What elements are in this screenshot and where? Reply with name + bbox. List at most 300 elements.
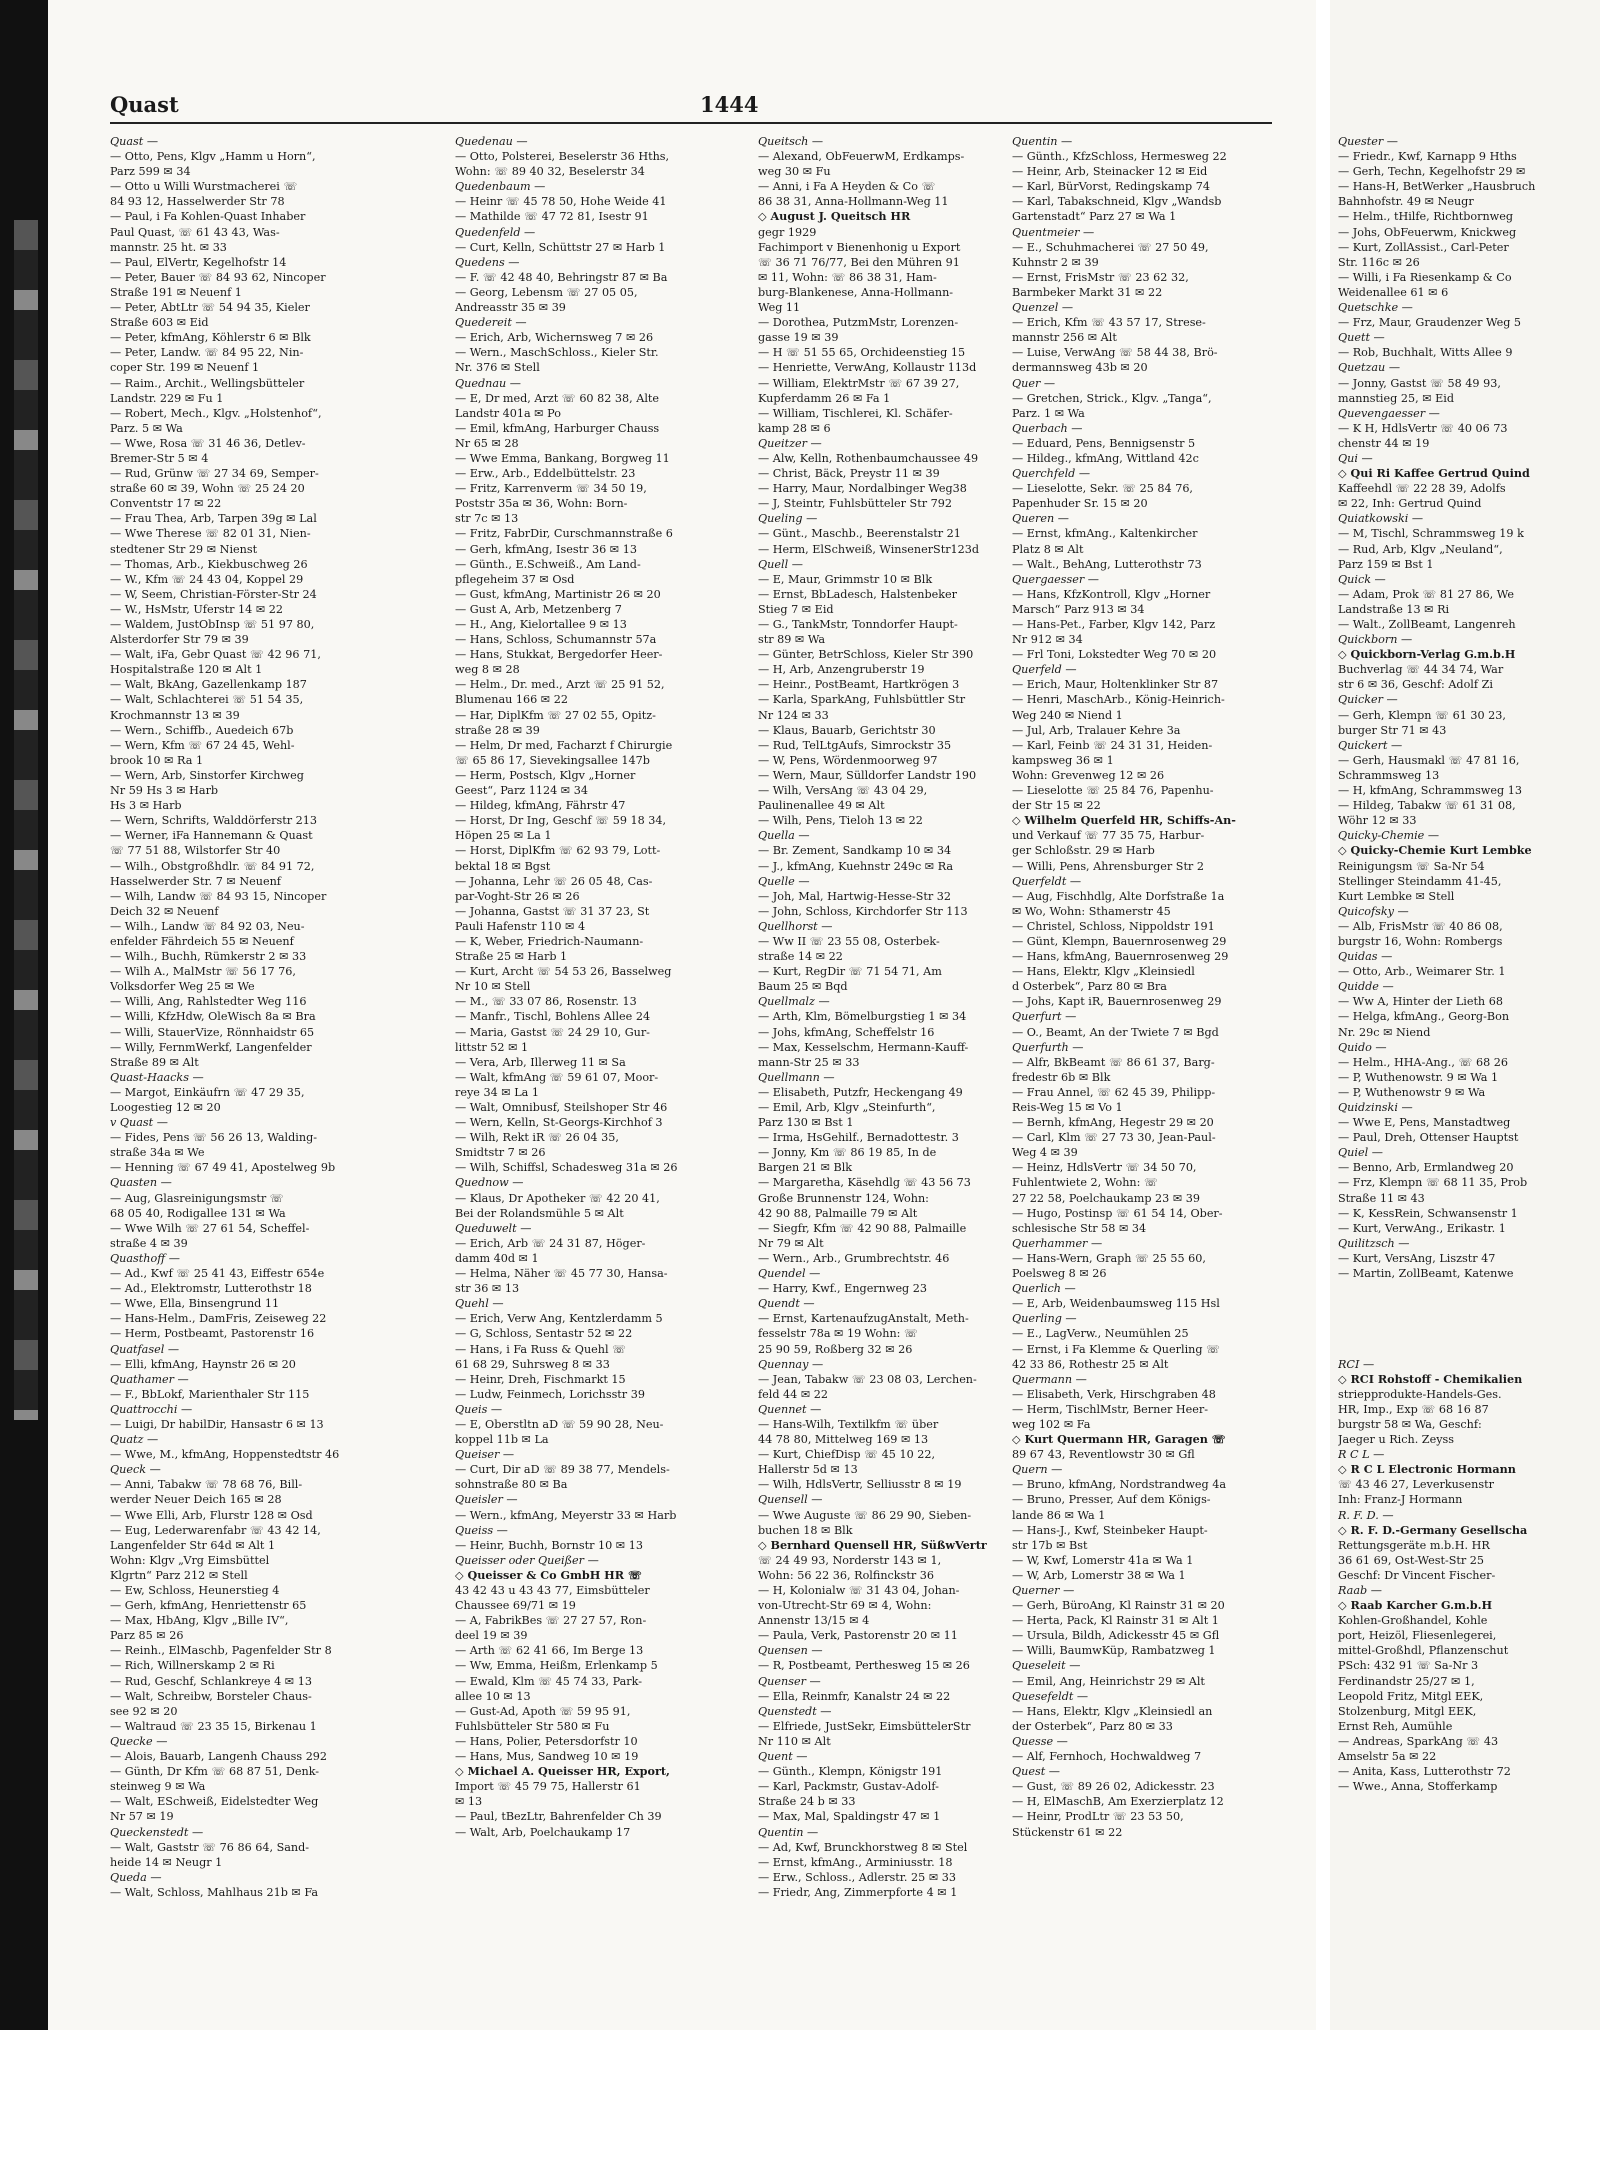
directory-entry-line: — Peter, AbtLtr ☏ 54 94 35, Kieler (110, 301, 310, 315)
directory-entry-line: Quido — (1338, 1040, 1387, 1054)
directory-entry-line: — Arth ☏ 62 41 66, Im Berge 13 (455, 1644, 644, 1658)
directory-entry-line: 44 78 80, Mittelweg 169 ✉ 13 (758, 1433, 929, 1447)
directory-entry-line: Quellmalz — (758, 995, 830, 1009)
page-number: 1444 (700, 92, 759, 117)
directory-entry-line: — Hans-Pet., Farber, Klgv 142, Parz (1012, 618, 1216, 631)
directory-entry-line: und Verkauf ☏ 77 35 75, Harbur- (1012, 829, 1205, 843)
directory-entry-line: Alsterdorfer Str 79 ✉ 39 (110, 633, 249, 647)
directory-entry-line: — Margot, Einkäufrn ☏ 47 29 35, (110, 1085, 305, 1099)
directory-entry-line: chenstr 44 ✉ 19 (1338, 436, 1430, 450)
directory-entry-line: — Henri, MaschArb., König-Heinrich- (1012, 693, 1225, 707)
directory-entry-line: — Peter, kfmAng, Köhlerstr 6 ✉ Blk (110, 331, 311, 345)
directory-entry-line: — Siegfr, Kfm ☏ 42 90 88, Palmaille (758, 1221, 967, 1235)
directory-entry-line: — Eug, Lederwarenfabr ☏ 43 42 14, (110, 1523, 321, 1537)
directory-entry-line: — Fritz, Karrenverm ☏ 34 50 19, (455, 482, 647, 496)
directory-entry-line: — Frau Annel, ☏ 62 45 39, Philipp- (1012, 1085, 1216, 1099)
directory-entry-line: — Benno, Arb, Ermlandweg 20 (1338, 1161, 1514, 1175)
directory-entry-line: — Ew, Schloss, Heunerstieg 4 (110, 1584, 280, 1597)
directory-entry-line: Raab — (1338, 1584, 1382, 1597)
directory-entry-line: Quer — (1012, 376, 1056, 390)
directory-entry-line: — Emil, Ang, Heinrichstr 29 ✉ Alt (1012, 1674, 1205, 1688)
directory-entry-line: — Klaus, Dr Apotheker ☏ 42 20 41, (455, 1191, 660, 1205)
directory-entry-line: Leopold Fritz, Mitgl EEK, (1338, 1689, 1484, 1703)
directory-entry-line: Parz 130 ✉ Bst 1 (758, 1116, 854, 1130)
directory-entry-line: port, Heizöl, Fliesenlegerei, (1338, 1629, 1497, 1643)
directory-entry-line: Quedenfeld — (455, 225, 536, 239)
directory-entry-line: — E., Schuhmacherei ☏ 27 50 49, (1012, 240, 1209, 254)
directory-entry-line: — Karl, BürVorst, Redingskamp 74 (1012, 180, 1210, 194)
directory-entry-line: Reis-Weg 15 ✉ Vo 1 (1012, 1101, 1123, 1114)
directory-entry-line: Querfeldt — (1012, 874, 1082, 888)
directory-entry-line: Quast-Haacks — (110, 1070, 204, 1084)
directory-entry-line: 27 22 58, Poelchaukamp 23 ✉ 39 (1012, 1191, 1201, 1205)
directory-entry-line: ger Schloßstr. 29 ✉ Harb (1012, 844, 1155, 858)
directory-entry-line: Andreasstr 35 ✉ 39 (455, 301, 566, 315)
directory-entry-line: — W., HsMstr, Uferstr 14 ✉ 22 (110, 602, 284, 616)
directory-entry-line: — Wern, Schrifts, Walddörferstr 213 (110, 814, 317, 828)
directory-entry-line: Quella — (758, 829, 810, 843)
directory-entry-line: Querner — (1012, 1584, 1075, 1597)
directory-entry-line: — Frz, Klempn ☏ 68 11 35, Prob (1338, 1176, 1528, 1190)
directory-entry-line: — Erich, Kfm ☏ 43 57 17, Strese- (1012, 316, 1206, 330)
directory-entry-line: — Klaus, Bauarb, Gerichtstr 30 (758, 723, 936, 737)
directory-entry-line: — Alb, FrisMstr ☏ 40 86 08, (1338, 919, 1503, 933)
directory-entry-line: Platz 8 ✉ Alt (1012, 542, 1084, 556)
directory-entry-line: dermannsweg 43b ✉ 20 (1012, 361, 1148, 375)
directory-entry-line: ◇ R C L Electronic Hormann (1338, 1462, 1516, 1477)
directory-entry-line: Queitsch — (758, 135, 824, 148)
directory-entry-line: — Hans, i Fa Russ & Quehl ☏ (455, 1342, 627, 1356)
directory-entry-line: — Rob, Buchhalt, Witts Allee 9 (1338, 346, 1513, 360)
directory-entry-line: — Wern., Arb., Grumbrechtstr. 46 (758, 1251, 950, 1265)
directory-entry-line: — Hugo, Postinsp ☏ 61 54 14, Ober- (1012, 1206, 1223, 1220)
directory-entry-line: — Wilh, Landw ☏ 84 93 15, Nincoper (110, 889, 327, 903)
directory-entry-line: — Ad, Kwf, Brunckhorstweg 8 ✉ Stel (758, 1840, 968, 1854)
directory-entry-line: Quednow — (455, 1176, 524, 1190)
directory-entry-line: see 92 ✉ 20 (110, 1704, 178, 1718)
directory-entry-line: — Johanna, Lehr ☏ 26 05 48, Cas- (455, 874, 653, 888)
directory-entry-line: kamp 28 ✉ 6 (758, 421, 831, 435)
directory-entry-line: PSch: 432 91 ☏ Sa-Nr 3 (1338, 1659, 1479, 1673)
directory-entry-line: Quergaesser — (1012, 572, 1099, 586)
directory-entry-line: Bahnhofstr. 49 ✉ Neugr (1338, 195, 1474, 209)
directory-entry-line: — Willi, StauerVize, Rönnhaidstr 65 (110, 1025, 315, 1039)
directory-entry-line: — Jul, Arb, Tralauer Kehre 3a (1012, 723, 1181, 737)
directory-entry-line: der Osterbek“, Parz 80 ✉ 33 (1012, 1719, 1173, 1733)
directory-entry-line: — H, kfmAng, Schrammsweg 13 (1338, 784, 1522, 798)
directory-entry-line: Pauli Hafenstr 110 ✉ 4 (455, 919, 586, 933)
directory-column-5 (1338, 134, 1600, 2014)
directory-entry-line: Quermann — (1012, 1372, 1087, 1386)
running-head: Quast (110, 92, 179, 117)
directory-column-1 (110, 134, 440, 2014)
next-page-edge (1330, 0, 1600, 2030)
directory-entry-line: straße 28 ✉ 39 (455, 723, 540, 737)
directory-entry-line: — Alfr, BkBeamt ☏ 86 61 37, Barg- (1012, 1055, 1215, 1069)
directory-entry-line: — Hans, Stukkat, Bergedorfer Heer- (455, 648, 663, 662)
directory-entry-line: — Heinr, Dreh, Fischmarkt 15 (455, 1372, 626, 1386)
directory-entry-line: Quiatkowski — (1338, 512, 1424, 526)
directory-entry-line: — Kurt, Archt ☏ 54 53 26, Basselweg (455, 965, 672, 979)
directory-entry-line: Poststr 35a ✉ 36, Wohn: Born- (455, 497, 628, 511)
directory-entry-line: Loogestieg 12 ✉ 20 (110, 1101, 221, 1114)
directory-entry-line: — Mathilde ☏ 47 72 81, Isestr 91 (455, 210, 649, 224)
directory-entry-line: Papenhuder Sr. 15 ✉ 20 (1012, 497, 1148, 511)
directory-entry-line: — Ernst, kfmAng., Arminiusstr. 18 (758, 1855, 953, 1869)
directory-entry-line: Parz. 1 ✉ Wa (1012, 406, 1085, 420)
directory-entry-line: — Gerh, Techn, Kegelhofstr 29 ✉ (1338, 165, 1526, 179)
directory-entry-line: ◇ Quicky-Chemie Kurt Lembke (1338, 843, 1532, 858)
directory-entry-line: mann-Str 25 ✉ 33 (758, 1055, 860, 1069)
directory-column-3 (758, 134, 1014, 2014)
directory-entry-line: ◇ Raab Karcher G.m.b.H (1338, 1598, 1493, 1613)
directory-entry-line: Wöhr 12 ✉ 33 (1338, 814, 1417, 828)
directory-entry-line: Str. 116c ✉ 26 (1338, 255, 1420, 269)
directory-entry-line: — Wilh, VersAng ☏ 43 04 29, (758, 784, 928, 798)
directory-entry-line: Große Brunnenstr 124, Wohn: (758, 1191, 929, 1205)
directory-entry-line: Quast — (110, 135, 159, 148)
directory-entry-line: ◇ August J. Queitsch HR (758, 209, 911, 224)
directory-entry-line: Wohn: Klgv „Vrg Eimsbüttel (110, 1553, 270, 1567)
directory-entry-line: Jaeger u Rich. Zeyss (1338, 1433, 1455, 1447)
directory-entry-line: — Herm, Postbeamt, Pastorenstr 16 (110, 1327, 315, 1341)
directory-entry-line: Querchfeld — (1012, 467, 1091, 481)
directory-entry-line: str 36 ✉ 13 (455, 1282, 520, 1296)
directory-entry-line: Landstraße 13 ✉ Ri (1338, 602, 1450, 616)
directory-entry-line: 86 38 31, Anna-Hollmann-Weg 11 (758, 195, 949, 209)
directory-entry-line: feld 44 ✉ 22 (758, 1387, 829, 1401)
directory-entry-line: — Adam, Prok ☏ 81 27 86, We (1338, 587, 1515, 601)
directory-entry-line: — Hans, Elektr, Klgv „Kleinsiedl an (1012, 1704, 1213, 1718)
directory-entry-line: Quent — (758, 1750, 808, 1764)
directory-entry-line: Parz. 5 ✉ Wa (110, 421, 183, 435)
directory-entry-line: — Frau Thea, Arb, Tarpen 39g ✉ Lal (110, 512, 317, 526)
directory-entry-line: Kuhnstr 2 ✉ 39 (1012, 255, 1099, 269)
directory-entry-line: Klgrtn“ Parz 212 ✉ Stell (110, 1568, 248, 1582)
directory-entry-line: — Hans-Wern, Graph ☏ 25 55 60, (1012, 1251, 1206, 1265)
directory-entry-line: — Herta, Pack, Kl Rainstr 31 ✉ Alt 1 (1012, 1614, 1219, 1628)
directory-entry-line: — Max, Kesselschm, Hermann-Kauff- (758, 1040, 969, 1054)
directory-entry-line: — Karl, Feinb ☏ 24 31 31, Heiden- (1012, 738, 1213, 752)
directory-entry-line: — Hans-Wilh, Textilkfm ☏ über (758, 1417, 939, 1431)
directory-entry-line: — Herm, Postsch, Klgv „Horner (455, 768, 636, 782)
directory-entry-line: Quedenau — (455, 135, 528, 148)
directory-entry-line: — Hans, Polier, Petersdorfstr 10 (455, 1734, 638, 1748)
directory-entry-line: Querfurth — (1012, 1040, 1084, 1054)
directory-entry-line: — John, Schloss, Kirchdorfer Str 113 (758, 904, 968, 918)
directory-entry-line: — H., Ang, Kielortallee 9 ✉ 13 (455, 618, 627, 631)
directory-entry-line: — Walt, iFa, Gebr Quast ☏ 42 96 71, (110, 648, 321, 662)
directory-entry-line: — Luise, VerwAng ☏ 58 44 38, Brö- (1012, 346, 1218, 360)
directory-entry-line: — Wwe, Ella, Binsengrund 11 (110, 1297, 280, 1311)
directory-entry-line: — G., TankMstr, Tonndorfer Haupt- (758, 618, 958, 631)
directory-entry-line: — Walt, Schreibw, Borsteler Chaus- (110, 1689, 312, 1703)
directory-entry-line: — Wwe, M., kfmAng, Hoppenstedtstr 46 (110, 1448, 340, 1462)
directory-entry-line (1338, 1281, 1600, 1296)
directory-entry-line: Höpen 25 ✉ La 1 (455, 829, 552, 843)
directory-entry-line: Kupferdamm 26 ✉ Fa 1 (758, 391, 891, 405)
directory-entry-line: Stolzenburg, Mitgl EEK, (1338, 1704, 1477, 1718)
directory-entry-line: buchen 18 ✉ Blk (758, 1523, 853, 1537)
directory-entry-line: — Günth., KfzSchloss, Hermesweg 22 (1012, 150, 1227, 164)
directory-entry-line: ◇ Qui Ri Kaffee Gertrud Quind (1338, 466, 1530, 481)
directory-entry-line: Quensell — (758, 1493, 823, 1507)
directory-entry-line: — Günth., Klempn, Königstr 191 (758, 1765, 943, 1779)
directory-entry-line: Queseleit — (1012, 1659, 1081, 1673)
directory-entry-line: ✉ 11, Wohn: ☏ 86 38 31, Ham- (758, 270, 937, 284)
directory-entry-line: 25 90 59, Roßberg 32 ✉ 26 (758, 1342, 913, 1356)
directory-entry-line: Inh: Franz-J Hormann (1338, 1493, 1463, 1507)
directory-entry-line: — Joh, Mal, Hartwig-Hesse-Str 32 (758, 889, 952, 903)
directory-entry-line: Weg 4 ✉ 39 (1012, 1146, 1078, 1160)
directory-entry-line: — Bernh, kfmAng, Hegestr 29 ✉ 20 (1012, 1116, 1214, 1130)
directory-entry-line: Queck — (110, 1463, 161, 1477)
directory-entry-line: Quellmann — (758, 1070, 835, 1084)
directory-entry-line: — Anni, i Fa A Heyden & Co ☏ (758, 180, 936, 194)
directory-entry-line: ✉ 13 (455, 1795, 483, 1809)
directory-entry-line: coper Str. 199 ✉ Neuenf 1 (110, 361, 260, 375)
directory-entry-line: mittel-Großhdl, Pflanzenschut (1338, 1644, 1509, 1658)
directory-entry-line: — Reinh., ElMaschb, Pagenfelder Str 8 (110, 1644, 332, 1658)
directory-entry-line: Nr. 29c ✉ Niend (1338, 1025, 1431, 1039)
directory-entry-line: — Eduard, Pens, Bennigsenstr 5 (1012, 436, 1196, 450)
directory-entry-line: ✉ 22, Inh: Gertrud Quind (1338, 497, 1482, 511)
directory-entry-line: — Luigi, Dr habilDir, Hansastr 6 ✉ 13 (110, 1417, 324, 1431)
directory-entry-line: — Alexand, ObFeuerwM, Erdkamps- (758, 150, 965, 164)
directory-entry-line: — Robert, Mech., Klgv. „Holstenhof“, (110, 406, 322, 420)
directory-entry-line: ◇ Kurt Quermann HR, Garagen ☏ (1012, 1432, 1226, 1447)
directory-entry-line: Queis — (455, 1402, 503, 1416)
directory-entry-line: — Curt, Kelln, Schüttstr 27 ✉ Harb 1 (455, 240, 666, 254)
directory-entry-line: — Erw., Arb., Eddelbüttelstr. 23 (455, 467, 636, 481)
directory-entry-line: Nr 110 ✉ Alt (758, 1734, 831, 1748)
directory-entry-line: — Ernst, i Fa Klemme & Querling ☏ (1012, 1342, 1221, 1356)
directory-entry-line: — Peter, Bauer ☏ 84 93 62, Nincoper (110, 270, 326, 284)
directory-entry-line: — Erich, Arb ☏ 24 31 87, Höger- (455, 1236, 646, 1250)
directory-entry-line: Stieg 7 ✉ Eid (758, 602, 834, 616)
directory-entry-line: — E., LagVerw., Neumühlen 25 (1012, 1327, 1189, 1341)
directory-entry-line: Queren — (1012, 512, 1069, 526)
directory-entry-line: Quenstedt — (758, 1704, 832, 1718)
directory-entry-line: bektal 18 ✉ Bgst (455, 859, 551, 873)
directory-entry-line: Quentin — (758, 1825, 819, 1839)
directory-entry-line: Queda — (110, 1870, 162, 1884)
directory-entry-line: — Ewald, Klm ☏ 45 74 33, Park- (455, 1674, 642, 1688)
directory-entry-line: Nr 65 ✉ 28 (455, 436, 519, 450)
directory-entry-line: — Hans-Helm., DamFris, Zeiseweg 22 (110, 1312, 327, 1326)
bottom-margin (0, 2030, 1600, 2177)
directory-entry-line: Quednau — (455, 376, 521, 390)
directory-entry-line: Queling — (758, 512, 818, 526)
directory-entry-line: — Walt, kfmAng ☏ 59 61 07, Moor- (455, 1070, 659, 1084)
directory-entry-line: Conventstr 17 ✉ 22 (110, 497, 222, 511)
directory-entry-line: Quesse — (1012, 1734, 1068, 1748)
directory-entry-line: — Friedr, Ang, Zimmerpforte 4 ✉ 1 (758, 1885, 958, 1899)
directory-entry-line: — Wern., Schiffb., Auedeich 67b (110, 723, 294, 737)
directory-entry-line: — Helm., tHilfe, Richtbornweg (1338, 210, 1514, 224)
directory-entry-line: — Max, Mal, Spaldingstr 47 ✉ 1 (758, 1810, 941, 1824)
directory-entry-line: Wohn: 56 22 36, Rolfinckstr 36 (758, 1568, 934, 1582)
directory-entry-line: — Walt, Schlachterei ☏ 51 54 35, (110, 693, 304, 707)
directory-entry-line: Parz 85 ✉ 26 (110, 1629, 184, 1643)
directory-entry-line: — Erw., Schloss., Adlerstr. 25 ✉ 33 (758, 1870, 956, 1884)
directory-entry-line: — Wwe Auguste ☏ 86 29 90, Sieben- (758, 1508, 972, 1522)
directory-entry-line: — Heinr, Arb, Steinacker 12 ✉ Eid (1012, 165, 1208, 179)
directory-entry-line: — Gerh, Hausmakl ☏ 47 81 16, (1338, 753, 1520, 767)
directory-entry-line: — Wern., kfmAng, Meyerstr 33 ✉ Harb (455, 1508, 677, 1522)
directory-entry-line: Straße 25 ✉ Harb 1 (455, 950, 568, 964)
directory-entry-line: str 17b ✉ Bst (1012, 1538, 1088, 1552)
directory-entry-line: — Heinr ☏ 45 78 50, Hohe Weide 41 (455, 195, 667, 209)
directory-entry-line: — H ☏ 51 55 65, Orchideenstieg 15 (758, 346, 966, 360)
directory-entry-line: Quattrocchi — (110, 1402, 193, 1416)
directory-entry-line: Ferdinandstr 25/27 ✉ 1, (1338, 1674, 1475, 1688)
directory-entry-line: Geschf: Dr Vincent Fischer- (1338, 1568, 1496, 1582)
directory-entry-line: 61 68 29, Suhrsweg 8 ✉ 33 (455, 1357, 610, 1371)
directory-entry-line: mannstr 256 ✉ Alt (1012, 331, 1117, 345)
directory-entry-line: — M., ☏ 33 07 86, Rosenstr. 13 (455, 995, 637, 1009)
directory-entry-line: — Fritz, FabrDir, Curschmannstraße 6 (455, 527, 673, 541)
directory-entry-line: steinweg 9 ✉ Wa (110, 1780, 206, 1794)
directory-entry-line: — Kurt, ChiefDisp ☏ 45 10 22, (758, 1448, 936, 1462)
directory-entry-line: — Ww, Emma, Heißm, Erlenkamp 5 (455, 1659, 658, 1673)
directory-entry-line: — Kurt, VersAng, Liszstr 47 (1338, 1251, 1496, 1265)
directory-entry-line: Wohn: Grevenweg 12 ✉ 26 (1012, 768, 1165, 782)
directory-entry-line: Nr 912 ✉ 34 (1012, 633, 1083, 647)
directory-entry-line: Quesefeldt — (1012, 1689, 1089, 1703)
directory-entry-line: — Wwe E, Pens, Manstadtweg (1338, 1116, 1511, 1130)
directory-column-2 (455, 134, 777, 2014)
directory-entry-line: — Irma, HsGehilf., Bernadottestr. 3 (758, 1131, 959, 1145)
directory-entry-line: v Quast — (110, 1116, 168, 1130)
directory-entry-line: — Werner, iFa Hannemann & Quast (110, 829, 313, 843)
directory-entry-line: der Str 15 ✉ 22 (1012, 799, 1101, 813)
directory-entry-line: Quennay — (758, 1357, 824, 1371)
directory-entry-line: Bei der Rolandsmühle 5 ✉ Alt (455, 1206, 624, 1220)
directory-entry-line: — Ad., Kwf ☏ 25 41 43, Eiffestr 654e (110, 1267, 325, 1281)
directory-entry-line: — Ernst, KartenaufzugAnstalt, Meth- (758, 1312, 969, 1326)
directory-entry-line: Buchverlag ☏ 44 34 74, War (1338, 663, 1504, 677)
directory-entry-line: — Günt, Klempn, Bauernrosenweg 29 (1012, 934, 1227, 948)
directory-entry-line: Querhammer — (1012, 1236, 1103, 1250)
directory-entry-line: — Margaretha, Käsehdlg ☏ 43 56 73 (758, 1176, 971, 1190)
directory-entry-line: heide 14 ✉ Neugr 1 (110, 1855, 223, 1869)
directory-entry-line: — Johs, kfmAng, Scheffelstr 16 (758, 1025, 935, 1039)
directory-entry-line: — Hans, Schloss, Schumannstr 57a (455, 633, 657, 647)
directory-entry-line: ◇ Wilhelm Querfeld HR, Schiffs-An- (1012, 813, 1236, 828)
directory-entry-line: Quellhorst — (758, 919, 833, 933)
directory-entry-line: Quedens — (455, 255, 520, 269)
directory-entry-line: Geest“, Parz 1124 ✉ 34 (455, 784, 588, 798)
directory-entry-line: — Gerh, Klempn ☏ 61 30 23, (1338, 708, 1506, 722)
directory-entry-line: Quensen — (758, 1644, 823, 1658)
directory-entry-line: Weidenallee 61 ✉ 6 (1338, 285, 1449, 299)
directory-entry-line: Quern — (1012, 1463, 1063, 1477)
directory-entry-line: — Walt., BehAng, Lutterothstr 73 (1012, 557, 1202, 571)
directory-entry-line: Hasselwerder Str. 7 ✉ Neuenf (110, 874, 281, 888)
directory-entry-line: Straße 11 ✉ 43 (1338, 1191, 1425, 1205)
directory-entry-line: — Rich, Willnerskamp 2 ✉ Ri (110, 1659, 275, 1673)
directory-entry-line: stedtener Str 29 ✉ Nienst (110, 542, 258, 556)
directory-entry-line: — Raim., Archit., Wellingsbütteler (110, 376, 305, 390)
directory-entry-line: Quentmeier — (1012, 225, 1095, 239)
directory-entry-line: Queisler — (455, 1493, 518, 1507)
directory-entry-line: — Manfr., Tischl, Bohlens Allee 24 (455, 1010, 651, 1024)
directory-entry-line: ☏ 65 86 17, Sievekingsallee 147b (455, 753, 650, 767)
directory-entry-line: Krochmannstr 13 ✉ 39 (110, 708, 240, 722)
directory-entry-line: — Hans, kfmAng, Bauernrosenweg 29 (1012, 950, 1229, 964)
directory-entry-line: — Otto, Arb., Weimarer Str. 1 (1338, 965, 1506, 979)
directory-entry-line: Kurt Lembke ✉ Stell (1338, 889, 1455, 903)
directory-entry-line: ✉ Wo, Wohn: Sthamerstr 45 (1012, 904, 1171, 918)
directory-entry-line: burgstr 58 ✉ Wa, Geschf: (1338, 1417, 1482, 1431)
directory-entry-line: Nr 79 ✉ Alt (758, 1236, 824, 1250)
directory-entry-line: — Hans, Elektr, Klgv „Kleinsiedl (1012, 965, 1195, 979)
directory-entry-line: — Aug, Glasreinigungsmstr ☏ (110, 1191, 284, 1205)
directory-entry-line: — Wilh., Buchh, Rümkerstr 2 ✉ 33 (110, 950, 307, 964)
directory-entry-line: Quenser — (758, 1674, 821, 1688)
directory-entry-line: — Otto u Willi Wurstmacherei ☏ (110, 180, 298, 194)
directory-entry-line: Queiser — (455, 1448, 515, 1462)
directory-entry-line: Blumenau 166 ✉ 22 (455, 693, 568, 707)
directory-entry-line: — Aug, Fischhdlg, Alte Dorfstraße 1a (1012, 889, 1225, 903)
directory-entry-line: Annenstr 13/15 ✉ 4 (758, 1614, 870, 1628)
directory-entry-line: — G, Schloss, Sentastr 52 ✉ 22 (455, 1327, 633, 1341)
directory-entry-line: reye 34 ✉ La 1 (455, 1085, 539, 1099)
directory-entry-line: — Wern., MaschSchloss., Kieler Str. (455, 346, 659, 360)
directory-entry-line: — Gust, ☏ 89 26 02, Adickesstr. 23 (1012, 1780, 1215, 1794)
directory-entry-line: — Willi, Pens, Ahrensburger Str 2 (1012, 859, 1204, 873)
directory-entry-line: burg-Blankenese, Anna-Hollmann- (758, 285, 954, 299)
directory-entry-line: ◇ Quickborn-Verlag G.m.b.H (1338, 647, 1516, 662)
directory-entry-line: — Gust, kfmAng, Martinistr 26 ✉ 20 (455, 587, 661, 601)
directory-entry-line: — Walt, BkAng, Gazellenkamp 187 (110, 678, 307, 692)
directory-entry-line: — Jonny, Km ☏ 86 19 85, In de (758, 1146, 937, 1160)
directory-entry-line: von-Utrecht-Str 69 ✉ 4, Wohn: (758, 1599, 932, 1613)
directory-entry-line: — Wwe, Rosa ☏ 31 46 36, Detlev- (110, 436, 306, 450)
directory-entry-line: ☏ 77 51 88, Wilstorfer Str 40 (110, 844, 281, 858)
directory-entry-line: Querfurt — (1012, 1010, 1077, 1024)
directory-entry-line: — Wern, Arb, Sinstorfer Kirchweg (110, 768, 304, 782)
directory-entry-line: — Helm., HHA-Ang., ☏ 68 26 (1338, 1055, 1509, 1069)
directory-entry-line: Parz 159 ✉ Bst 1 (1338, 557, 1434, 571)
directory-entry-line: — Ernst, FrisMstr ☏ 23 62 32, (1012, 270, 1189, 284)
directory-entry-line: — Wilh, Rekt iR ☏ 26 04 35, (455, 1131, 619, 1145)
directory-entry-line: — Johanna, Gastst ☏ 31 37 23, St (455, 904, 650, 918)
directory-entry-line: — Rud, Geschf, Schlankreye 4 ✉ 13 (110, 1674, 312, 1688)
directory-entry-line: 42 33 86, Rothestr 25 ✉ Alt (1012, 1357, 1169, 1371)
directory-entry-line: — Waltraud ☏ 23 35 15, Birkenau 1 (110, 1719, 317, 1733)
directory-entry-line: — Paul, i Fa Kohlen-Quast Inhaber (110, 210, 306, 224)
directory-entry-line: gegr 1929 (758, 225, 817, 239)
directory-entry-line: — Heinr., PostBeamt, Hartkrögen 3 (758, 678, 960, 692)
directory-entry-line: 68 05 40, Rodigallee 131 ✉ Wa (110, 1206, 286, 1220)
directory-entry-line: Quiel — (1338, 1146, 1383, 1160)
directory-entry-line: Volksdorfer Weg 25 ✉ We (110, 980, 255, 994)
directory-entry-line: Quentin — (1012, 135, 1073, 148)
directory-entry-line: Querfeld — (1012, 663, 1077, 677)
directory-entry-line: — J., kfmAng, Kuehnstr 249c ✉ Ra (758, 859, 954, 873)
directory-entry-line: Hs 3 ✉ Harb (110, 799, 182, 813)
directory-entry-line: lande 86 ✉ Wa 1 (1012, 1508, 1106, 1522)
directory-entry-line: — Willi, i Fa Riesenkamp & Co (1338, 270, 1512, 284)
directory-entry-line: — Helga, kfmAng., Georg-Bon (1338, 1010, 1510, 1024)
directory-entry-line: — Jean, Tabakw ☏ 23 08 03, Lerchen- (758, 1372, 977, 1386)
directory-entry-line: — W, Pens, Wördenmoorweg 97 (758, 753, 938, 767)
directory-entry-line: R C L — (1338, 1448, 1385, 1462)
directory-entry-line: straße 34a ✉ We (110, 1146, 205, 1160)
directory-entry-line: — Günter, BetrSchloss, Kieler Str 390 (758, 648, 974, 662)
